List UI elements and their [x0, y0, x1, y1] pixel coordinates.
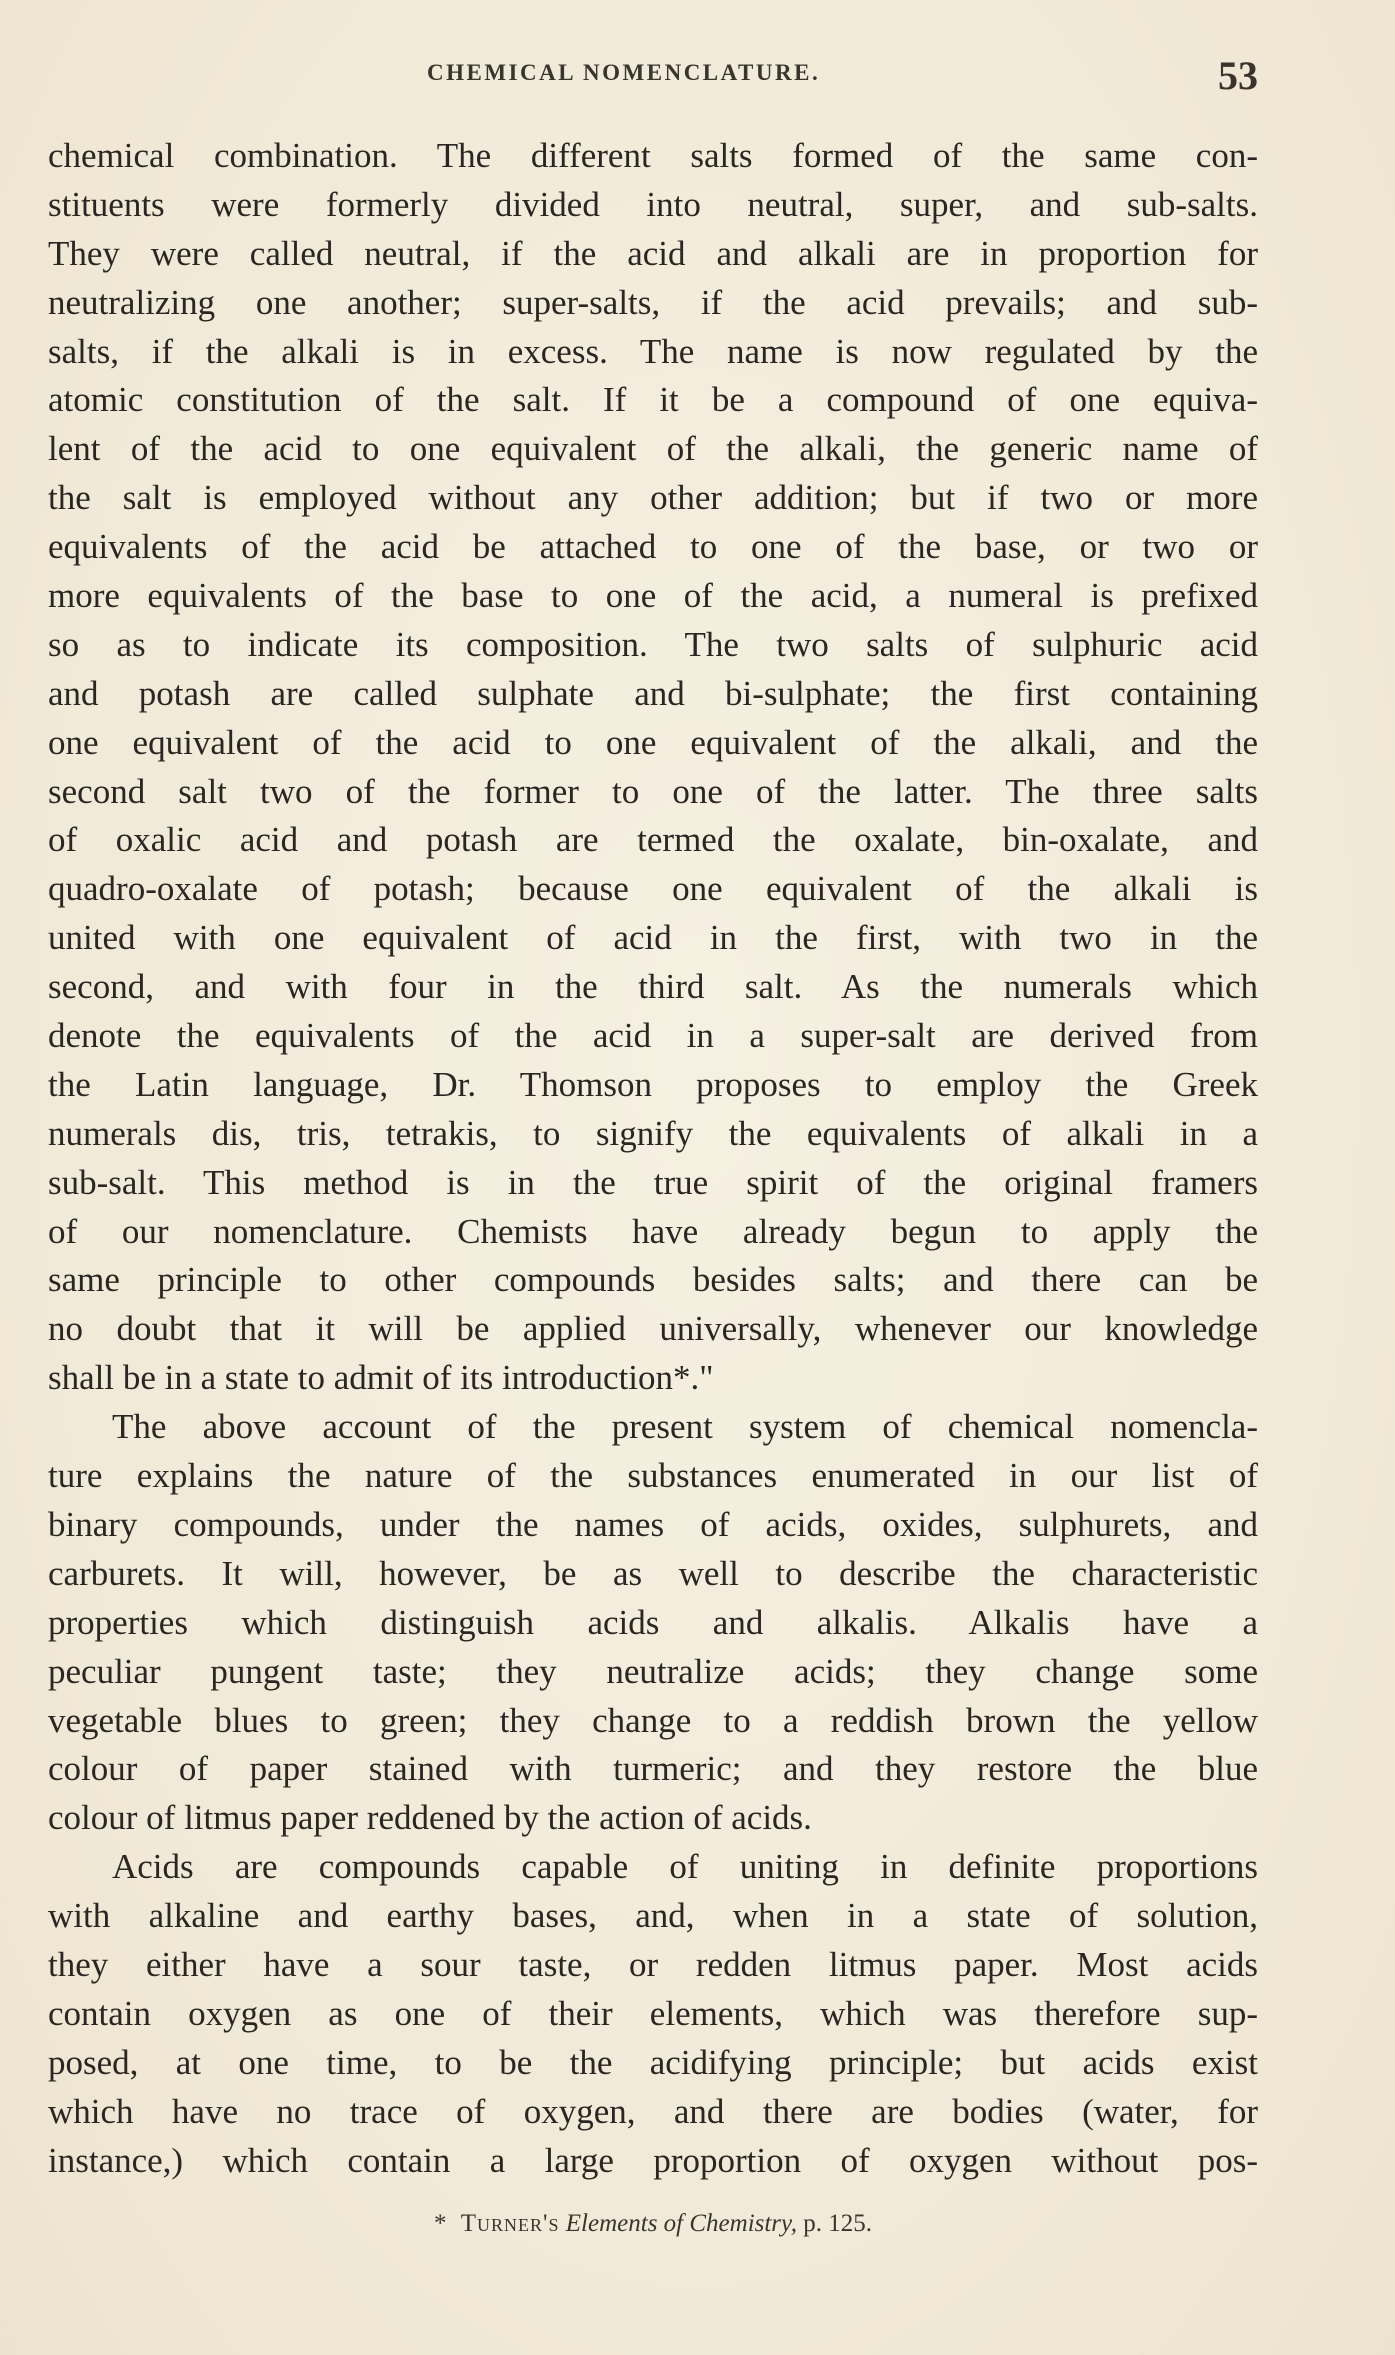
text-line: the Latin language, Dr. Thomson proposes to employ the Greek: [48, 1064, 1258, 1104]
text-line: second salt two of the former to one of the latter. The three salts: [48, 771, 1258, 811]
footnote-title: Elements of Chemistry,: [565, 2210, 798, 2237]
footnote: [48, 2210, 1258, 2238]
text-line: same principle to other compounds besides salts; and there can be: [48, 1260, 1258, 1300]
text-line: numerals dis, tris, tetrakis, to signify the equivalents of alkali in a: [48, 1113, 1258, 1153]
body-text: [48, 132, 1258, 2185]
text-line: second, and with four in the third salt. As the numerals which: [48, 967, 1258, 1007]
text-line: of oxalic acid and potash are termed the oxalate, bin-oxalate, and: [48, 820, 1258, 860]
text-line: atomic constitution of the salt. If it be a compound of one equiva-: [48, 380, 1258, 420]
text-line: and potash are called sulphate and bi-sulphate; the first containing: [48, 673, 1258, 713]
text-line: colour of paper stained with turmeric; and they restore the blue: [48, 1749, 1258, 1789]
text-line: instance,) which contain a large proportion of oxygen without pos-: [48, 2140, 1258, 2180]
text-line: the salt is employed without any other addition; but if two or more: [48, 478, 1258, 518]
text-line: united with one equivalent of acid in the first, with two in the: [48, 918, 1258, 958]
text-line: posed, at one time, to be the acidifying principle; but acids exist: [48, 2042, 1258, 2082]
text-line: sub-salt. This method is in the true spirit of the original framers: [48, 1162, 1258, 1202]
text-line: properties which distinguish acids and alkalis. Alkalis have a: [48, 1602, 1258, 1642]
footnote-author: Turner's: [460, 2210, 560, 2237]
text-line: they either have a sour taste, or redden litmus paper. Most acids: [48, 1944, 1258, 1984]
text-line: chemical combination. The different salts formed of the same con-: [48, 136, 1258, 175]
text-line: with alkaline and earthy bases, and, when in a state of solution,: [48, 1896, 1258, 1936]
text-line: one equivalent of the acid to one equivalent of the alkali, and the: [48, 722, 1258, 762]
text-line: carburets. It will, however, be as well to describe the characteristic: [48, 1553, 1258, 1593]
footnote-mark: *: [433, 2210, 447, 2237]
text-line: peculiar pungent taste; they neutralize acids; they change some: [48, 1651, 1258, 1691]
running-title: CHEMICAL NOMENCLATURE.: [427, 60, 821, 85]
text-line: equivalents of the acid be attached to one of the base, or two or: [48, 527, 1258, 567]
text-line: so as to indicate its composition. The two salts of sulphuric acid: [48, 624, 1258, 664]
text-line: salts, if the alkali is in excess. The name is now regulated by the: [48, 331, 1258, 371]
text-line: neutralizing one another; super-salts, if the acid prevails; and sub-: [48, 282, 1258, 322]
paragraph-start-line: Acids are compounds capable of uniting in definite proportions: [112, 1847, 1258, 1887]
text-line: of our nomenclature. Chemists have already begun to apply the: [48, 1211, 1258, 1251]
text-line: denote the equivalents of the acid in a super-salt are derived from: [48, 1016, 1258, 1056]
paragraph-start-line: The above account of the present system of chemical nomencla-: [112, 1407, 1258, 1447]
text-line: quadro-oxalate of potash; because one equivalent of the alkali is: [48, 869, 1258, 909]
text-line: ture explains the nature of the substances enumerated in our list of: [48, 1456, 1258, 1496]
running-header: [0, 52, 1395, 102]
paragraph-end-line: shall be in a state to admit of its introduction*.": [48, 1358, 714, 1398]
page-number: 53: [1218, 53, 1258, 98]
footnote-page-ref: p. 125.: [803, 2210, 873, 2237]
text-line: vegetable blues to green; they change to a reddish brown the yellow: [48, 1700, 1258, 1740]
text-line: They were called neutral, if the acid and alkali are in proportion for: [48, 233, 1258, 273]
text-line: no doubt that it will be applied universally, whenever our knowledge: [48, 1309, 1258, 1349]
text-line: binary compounds, under the names of acids, oxides, sulphurets, and: [48, 1504, 1258, 1544]
text-line: stituents were formerly divided into neutral, super, and sub-salts.: [48, 184, 1258, 224]
paragraph-end-line: colour of litmus paper reddened by the action of acids.: [48, 1798, 812, 1838]
text-line: which have no trace of oxygen, and there are bodies (water, for: [48, 2091, 1258, 2131]
text-line: lent of the acid to one equivalent of the alkali, the generic name of: [48, 429, 1258, 469]
text-line: more equivalents of the base to one of the acid, a numeral is prefixed: [48, 576, 1258, 616]
text-line: contain oxygen as one of their elements, which was therefore sup-: [48, 1993, 1258, 2033]
